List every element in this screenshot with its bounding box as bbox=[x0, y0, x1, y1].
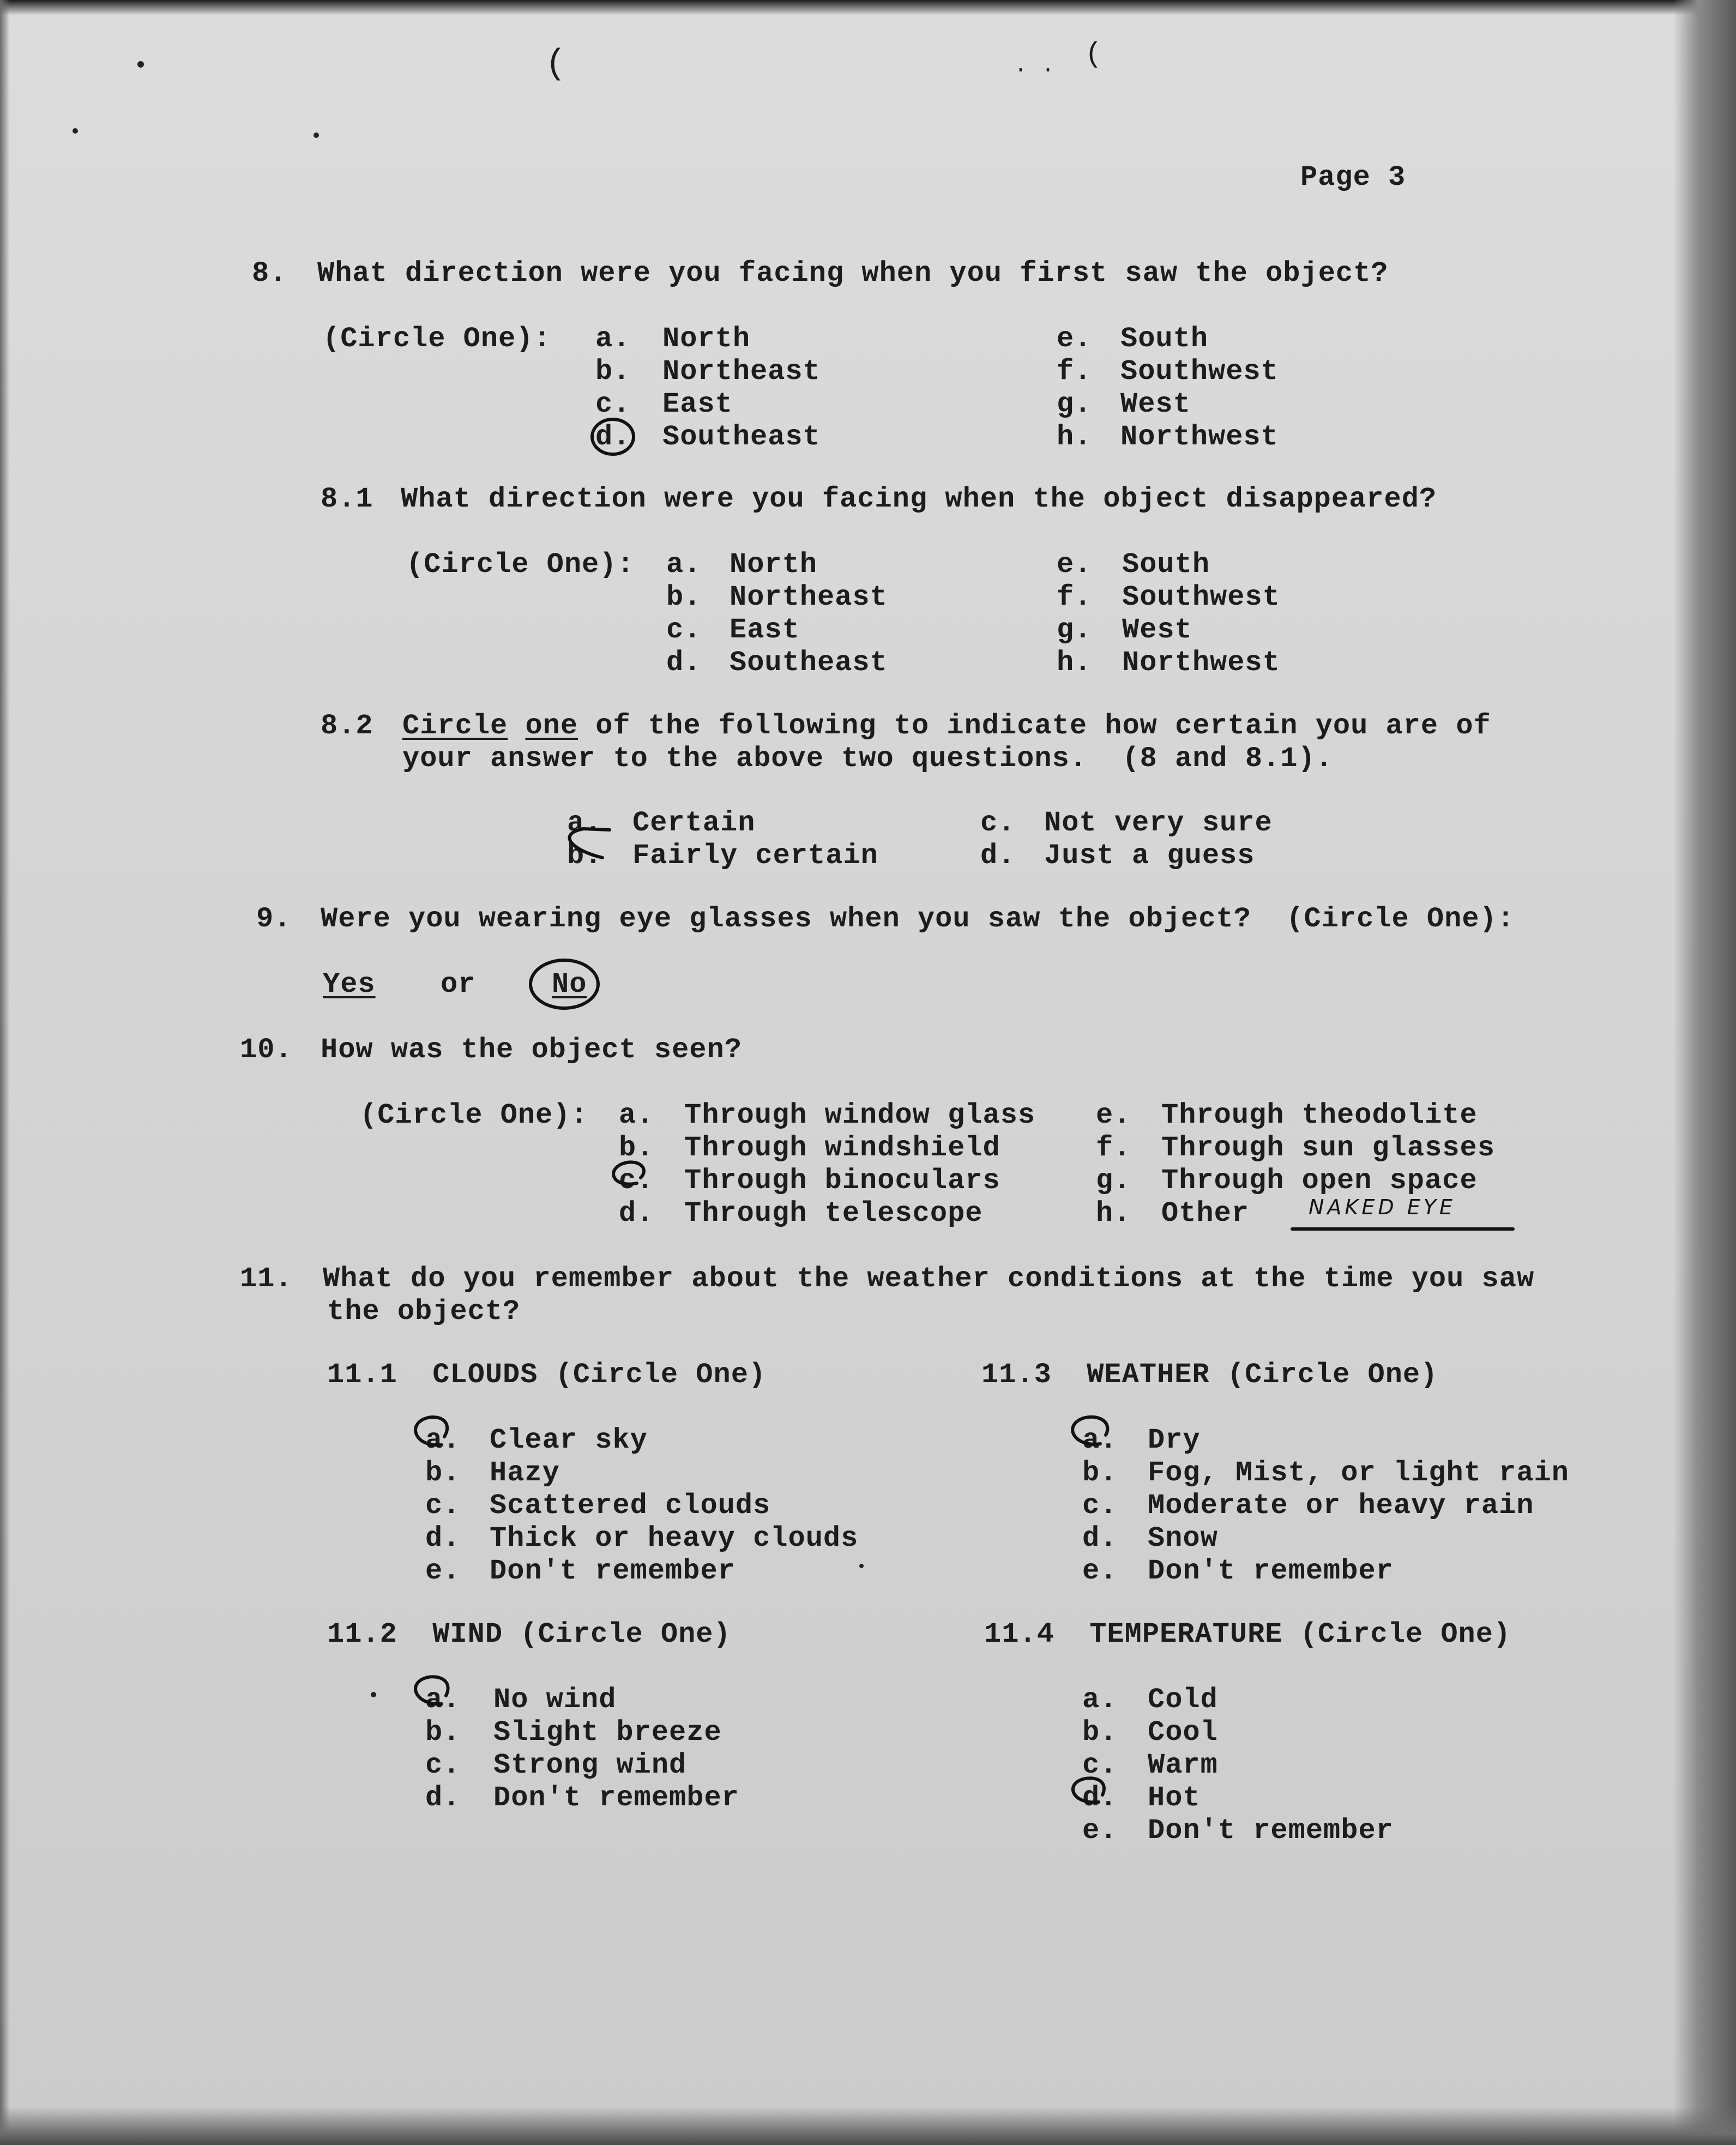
q10-opt-a-letter: a. bbox=[619, 1099, 654, 1131]
q11-line1: What do you remember about the weather conditions at the time you saw bbox=[323, 1263, 1535, 1295]
q11-4-opt-b-text: Cool bbox=[1148, 1716, 1218, 1749]
q8-1-opt-a-text: North bbox=[730, 549, 818, 581]
q11-2-opt-b-text: Slight breeze bbox=[493, 1716, 722, 1749]
q10-opt-g-text: Through open space bbox=[1161, 1165, 1478, 1197]
q10-opt-e-text: Through theodolite bbox=[1161, 1099, 1478, 1131]
q8-1-opt-b-letter: b. bbox=[666, 581, 702, 613]
q10-other-handwritten: NAKED EYE bbox=[1309, 1195, 1456, 1219]
q8-2-line2: your answer to the above two questions. (8 and 8.1). bbox=[402, 743, 1333, 775]
q8-1-opt-h-text: Northwest bbox=[1122, 647, 1280, 679]
q11-3-opt-e-text: Don't remember bbox=[1148, 1555, 1394, 1587]
q8-1-opt-e-text: South bbox=[1122, 549, 1210, 581]
speck-4 bbox=[371, 1692, 376, 1697]
q11-2-opt-c-text: Strong wind bbox=[493, 1749, 687, 1781]
speck-1 bbox=[137, 61, 144, 68]
q10-opt-d-text: Through telescope bbox=[684, 1197, 983, 1230]
q8-2-opt-d-letter: d. bbox=[980, 840, 1016, 872]
q8-1-opt-a-letter: a. bbox=[666, 549, 702, 581]
q11-4-heading: 11.4 TEMPERATURE (Circle One) bbox=[984, 1618, 1511, 1650]
q11-1-opt-d-letter: d. bbox=[425, 1522, 461, 1554]
circle-mark-q9-no bbox=[531, 960, 598, 1008]
circle-mark-q11-3-a bbox=[1072, 1417, 1107, 1444]
speck-3 bbox=[314, 132, 319, 138]
q11-3-heading: 11.3 WEATHER (Circle One) bbox=[981, 1359, 1438, 1391]
q8-2-opt-a-letter: a. bbox=[567, 807, 602, 839]
q11-4-opt-d-letter: d. bbox=[1082, 1782, 1118, 1814]
q8-1-opt-b-text: Northeast bbox=[730, 581, 888, 613]
q11-2-opt-d-text: Don't remember bbox=[493, 1782, 739, 1814]
q8-2-opt-c-letter: c. bbox=[980, 807, 1016, 839]
q10-opt-f-letter: f. bbox=[1096, 1132, 1131, 1164]
q9-number: 9. bbox=[256, 903, 292, 935]
q10-opt-f-text: Through sun glasses bbox=[1161, 1132, 1495, 1164]
q8-2-opt-b-text: Fairly certain bbox=[632, 840, 878, 872]
page-number: Page 3 bbox=[1300, 161, 1406, 194]
stray-dots: . . bbox=[1014, 54, 1056, 79]
q11-4-opt-a-text: Cold bbox=[1148, 1684, 1218, 1716]
stray-paren-2: ( bbox=[1085, 38, 1103, 70]
q8-2-opt-a-text: Certain bbox=[632, 807, 756, 839]
q11-3-opt-a-letter: a. bbox=[1082, 1424, 1118, 1456]
circle-mark-q8-d bbox=[592, 419, 634, 454]
q11-3-opt-c-text: Moderate or heavy rain bbox=[1148, 1490, 1534, 1522]
q10-number: 10. bbox=[240, 1034, 293, 1066]
q8-1-opt-c-letter: c. bbox=[666, 614, 702, 646]
q11-number: 11. bbox=[240, 1263, 293, 1295]
q8-opt-g-letter: g. bbox=[1057, 388, 1092, 420]
q10-opt-a-text: Through window glass bbox=[684, 1099, 1036, 1131]
q11-1-opt-b-letter: b. bbox=[425, 1457, 461, 1489]
q11-1-opt-c-text: Scattered clouds bbox=[490, 1490, 771, 1522]
q11-4-opt-e-letter: e. bbox=[1082, 1815, 1118, 1847]
q10-opt-d-letter: d. bbox=[619, 1197, 654, 1230]
circle-mark-q8-2-b bbox=[570, 829, 610, 858]
q8-instruction: (Circle One): bbox=[323, 323, 551, 355]
q11-3-opt-b-text: Fog, Mist, or light rain bbox=[1148, 1457, 1569, 1489]
q11-line2: the object? bbox=[327, 1296, 521, 1328]
q11-4-opt-b-letter: b. bbox=[1082, 1716, 1118, 1749]
q8-2-number: 8.2 bbox=[321, 710, 373, 742]
q11-1-opt-e-text: Don't remember bbox=[490, 1555, 736, 1587]
q8-number: 8. bbox=[252, 257, 287, 290]
stray-paren-1: ( bbox=[545, 45, 567, 84]
q11-2-opt-b-letter: b. bbox=[425, 1716, 461, 1749]
q8-opt-e-text: South bbox=[1120, 323, 1209, 355]
q10-text: How was the object seen? bbox=[321, 1034, 742, 1066]
q10-opt-e-letter: e. bbox=[1096, 1099, 1131, 1131]
q8-opt-f-letter: f. bbox=[1057, 356, 1092, 388]
q9-text: Were you wearing eye glasses when you saw the object? (Circle One): bbox=[321, 903, 1515, 935]
q10-opt-b-letter: b. bbox=[619, 1132, 654, 1164]
q8-1-opt-f-letter: f. bbox=[1057, 581, 1092, 613]
speck-2 bbox=[73, 128, 78, 134]
q10-opt-h-text: Other bbox=[1161, 1197, 1250, 1230]
q11-4-opt-c-letter: c. bbox=[1082, 1749, 1118, 1781]
q8-1-opt-e-letter: e. bbox=[1057, 549, 1092, 581]
circle-mark-q11-2-a bbox=[415, 1677, 448, 1704]
q11-3-opt-c-letter: c. bbox=[1082, 1490, 1118, 1522]
q8-1-opt-d-letter: d. bbox=[666, 647, 702, 679]
q8-1-text: What direction were you facing when the object disappeared? bbox=[401, 483, 1437, 515]
q8-1-opt-d-text: Southeast bbox=[730, 647, 888, 679]
q9-no: No bbox=[552, 968, 587, 1001]
circle-mark-q10-c bbox=[613, 1162, 644, 1184]
q11-1-opt-c-letter: c. bbox=[425, 1490, 461, 1522]
q11-1-opt-b-text: Hazy bbox=[490, 1457, 560, 1489]
speck-5 bbox=[859, 1564, 864, 1568]
q8-opt-f-text: Southwest bbox=[1120, 356, 1279, 388]
q11-4-opt-e-text: Don't remember bbox=[1148, 1815, 1394, 1847]
q11-4-opt-a-letter: a. bbox=[1082, 1684, 1118, 1716]
q8-opt-a-text: North bbox=[662, 323, 751, 355]
q11-4-opt-d-text: Hot bbox=[1148, 1782, 1201, 1814]
q10-opt-h-letter: h. bbox=[1096, 1197, 1131, 1230]
q11-3-opt-e-letter: e. bbox=[1082, 1555, 1118, 1587]
q11-1-opt-d-text: Thick or heavy clouds bbox=[490, 1522, 859, 1554]
q8-1-opt-h-letter: h. bbox=[1057, 647, 1092, 679]
q11-2-opt-d-letter: d. bbox=[425, 1782, 461, 1814]
q10-instruction: (Circle One): bbox=[360, 1099, 588, 1131]
q11-1-opt-e-letter: e. bbox=[425, 1555, 461, 1587]
q8-opt-d-text: Southeast bbox=[662, 421, 821, 453]
q8-opt-h-letter: h. bbox=[1057, 421, 1092, 453]
q8-1-number: 8.1 bbox=[321, 483, 373, 515]
q10-opt-g-letter: g. bbox=[1096, 1165, 1131, 1197]
q11-2-opt-c-letter: c. bbox=[425, 1749, 461, 1781]
q8-opt-b-letter: b. bbox=[595, 356, 631, 388]
q11-2-opt-a-letter: a. bbox=[425, 1684, 461, 1716]
q11-1-opt-a-letter: a. bbox=[425, 1424, 461, 1456]
q10-opt-c-text: Through binoculars bbox=[684, 1165, 1000, 1197]
q10-opt-c-letter: c. bbox=[619, 1165, 654, 1197]
q11-2-opt-a-text: No wind bbox=[493, 1684, 617, 1716]
q11-3-opt-d-text: Snow bbox=[1148, 1522, 1218, 1554]
q8-1-opt-c-text: East bbox=[730, 614, 800, 646]
circle-mark-q11-4-d bbox=[1073, 1778, 1104, 1802]
q8-1-opt-f-text: Southwest bbox=[1122, 581, 1280, 613]
q8-2-opt-b-letter: b. bbox=[567, 840, 602, 872]
q9-or: or bbox=[441, 968, 476, 1001]
q11-3-opt-d-letter: d. bbox=[1082, 1522, 1118, 1554]
q8-opt-e-letter: e. bbox=[1057, 323, 1092, 355]
q8-2-circle-word: Circle bbox=[402, 710, 508, 742]
q8-opt-g-text: West bbox=[1120, 388, 1191, 420]
q8-2-opt-c-text: Not very sure bbox=[1044, 807, 1273, 839]
q8-opt-b-text: Northeast bbox=[662, 356, 821, 388]
q8-1-instruction: (Circle One): bbox=[406, 549, 635, 581]
q11-1-opt-a-text: Clear sky bbox=[490, 1424, 648, 1456]
q8-text: What direction were you facing when you first saw the object? bbox=[317, 257, 1389, 290]
q10-opt-b-text: Through windshield bbox=[684, 1132, 1000, 1164]
q8-2-one-word: one bbox=[525, 710, 578, 742]
q11-1-heading: 11.1 CLOUDS (Circle One) bbox=[327, 1359, 767, 1391]
q8-1-opt-g-text: West bbox=[1122, 614, 1192, 646]
q11-3-opt-a-text: Dry bbox=[1148, 1424, 1201, 1456]
q8-opt-c-letter: c. bbox=[595, 388, 631, 420]
q8-opt-a-letter: a. bbox=[595, 323, 631, 355]
q11-2-heading: 11.2 WIND (Circle One) bbox=[327, 1618, 731, 1650]
q8-2-line1-rest: of the following to indicate how certain you are of bbox=[595, 710, 1491, 742]
q8-opt-h-text: Northwest bbox=[1120, 421, 1279, 453]
q11-4-opt-c-text: Warm bbox=[1148, 1749, 1218, 1781]
q8-1-opt-g-letter: g. bbox=[1057, 614, 1092, 646]
q11-3-opt-b-letter: b. bbox=[1082, 1457, 1118, 1489]
q8-opt-d-letter: d. bbox=[595, 421, 631, 453]
circle-mark-q11-1-a bbox=[415, 1417, 447, 1445]
q8-opt-c-text: East bbox=[662, 388, 733, 420]
q8-2-opt-d-text: Just a guess bbox=[1044, 840, 1255, 872]
q9-yes: Yes bbox=[323, 968, 376, 1001]
